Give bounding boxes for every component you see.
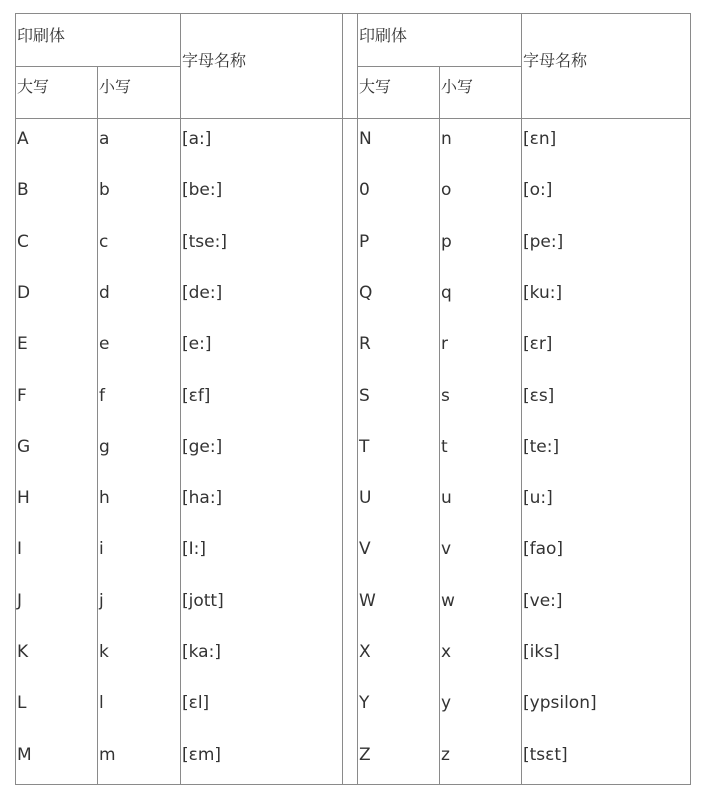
cell-upper-left: F (17, 386, 27, 406)
header-print-form-right: 印刷体 (359, 26, 408, 45)
cell-upper-left: D (17, 283, 31, 303)
cell-upper-right: Q (359, 283, 373, 303)
cell-name-left: [εm] (182, 745, 222, 765)
cell-lower-right: p (441, 232, 452, 252)
cell-lower-left: h (99, 488, 110, 508)
cell-upper-left: B (17, 180, 29, 200)
cell-lower-right: t (441, 437, 448, 457)
cell-upper-left: L (17, 693, 27, 713)
cell-lower-right: s (441, 386, 450, 406)
cell-lower-right: x (441, 642, 452, 662)
cell-name-right: [o:] (523, 180, 553, 200)
cell-upper-right: Z (359, 745, 371, 765)
divider (342, 14, 343, 784)
cell-name-left: [a:] (182, 129, 212, 149)
cell-name-right: [ku:] (523, 283, 563, 303)
divider (16, 118, 690, 119)
cell-upper-right: V (359, 539, 371, 559)
cell-lower-right: n (441, 129, 452, 149)
cell-upper-right: R (359, 334, 371, 354)
cell-name-right: [iks] (523, 642, 560, 662)
cell-upper-left: K (17, 642, 29, 662)
divider (358, 66, 522, 67)
cell-name-left: [e:] (182, 334, 212, 354)
cell-name-left: [ge:] (182, 437, 223, 457)
cell-upper-right: T (359, 437, 370, 457)
cell-name-right: [ypsilon] (523, 693, 597, 713)
cell-lower-left: k (99, 642, 109, 662)
cell-name-right: [pe:] (523, 232, 564, 252)
cell-name-left: [tse:] (182, 232, 227, 252)
cell-upper-right: X (359, 642, 371, 662)
divider (16, 66, 181, 67)
cell-name-left: [ka:] (182, 642, 221, 662)
cell-lower-left: i (99, 539, 104, 559)
cell-lower-right: u (441, 488, 452, 508)
header-print-form-left: 印刷体 (17, 26, 66, 45)
cell-upper-left: M (17, 745, 32, 765)
cell-name-left: [jott] (182, 591, 224, 611)
cell-upper-left: G (17, 437, 31, 457)
cell-upper-left: C (17, 232, 29, 252)
header-lowercase-right: 小写 (441, 77, 474, 96)
cell-lower-left: e (99, 334, 110, 354)
cell-name-right: [εr] (523, 334, 553, 354)
cell-lower-left: m (99, 745, 116, 765)
cell-name-right: [te:] (523, 437, 560, 457)
cell-upper-right: P (359, 232, 370, 252)
divider (521, 14, 522, 784)
cell-lower-right: v (441, 539, 452, 559)
cell-upper-right: W (359, 591, 376, 611)
cell-upper-right: 0 (359, 180, 370, 200)
header-uppercase-left: 大写 (17, 77, 50, 96)
cell-lower-left: c (99, 232, 109, 252)
cell-name-right: [ve:] (523, 591, 563, 611)
header-letter-name-right: 字母名称 (523, 51, 588, 70)
cell-lower-left: f (99, 386, 105, 406)
cell-lower-right: r (441, 334, 448, 354)
cell-name-left: [εf] (182, 386, 211, 406)
divider (357, 14, 358, 784)
cell-lower-right: q (441, 283, 452, 303)
divider (97, 66, 98, 784)
cell-lower-left: a (99, 129, 110, 149)
cell-lower-left: j (99, 591, 104, 611)
header-letter-name-left: 字母名称 (182, 51, 247, 70)
cell-lower-left: b (99, 180, 110, 200)
cell-lower-left: g (99, 437, 110, 457)
cell-name-right: [u:] (523, 488, 553, 508)
header-lowercase-left: 小写 (99, 77, 132, 96)
alphabet-table (15, 13, 691, 785)
cell-upper-left: H (17, 488, 30, 508)
cell-name-left: [be:] (182, 180, 223, 200)
cell-name-left: [εl] (182, 693, 210, 713)
header-uppercase-right: 大写 (359, 77, 392, 96)
cell-upper-right: Y (359, 693, 370, 713)
cell-name-right: [fao] (523, 539, 564, 559)
cell-name-left: [ha:] (182, 488, 223, 508)
cell-lower-right: o (441, 180, 452, 200)
cell-upper-left: E (17, 334, 28, 354)
cell-name-left: [I:] (182, 539, 207, 559)
cell-upper-left: I (17, 539, 23, 559)
cell-lower-right: w (441, 591, 455, 611)
divider (180, 14, 181, 784)
cell-name-right: [εn] (523, 129, 557, 149)
cell-upper-right: U (359, 488, 372, 508)
cell-lower-right: y (441, 693, 452, 713)
cell-upper-right: N (359, 129, 372, 149)
cell-lower-right: z (441, 745, 450, 765)
cell-upper-left: J (17, 591, 23, 611)
divider (439, 66, 440, 784)
cell-lower-left: l (99, 693, 104, 713)
cell-name-right: [tsεt] (523, 745, 568, 765)
cell-name-right: [εs] (523, 386, 555, 406)
cell-upper-left: A (17, 129, 29, 149)
cell-lower-left: d (99, 283, 110, 303)
cell-name-left: [de:] (182, 283, 223, 303)
cell-upper-right: S (359, 386, 370, 406)
